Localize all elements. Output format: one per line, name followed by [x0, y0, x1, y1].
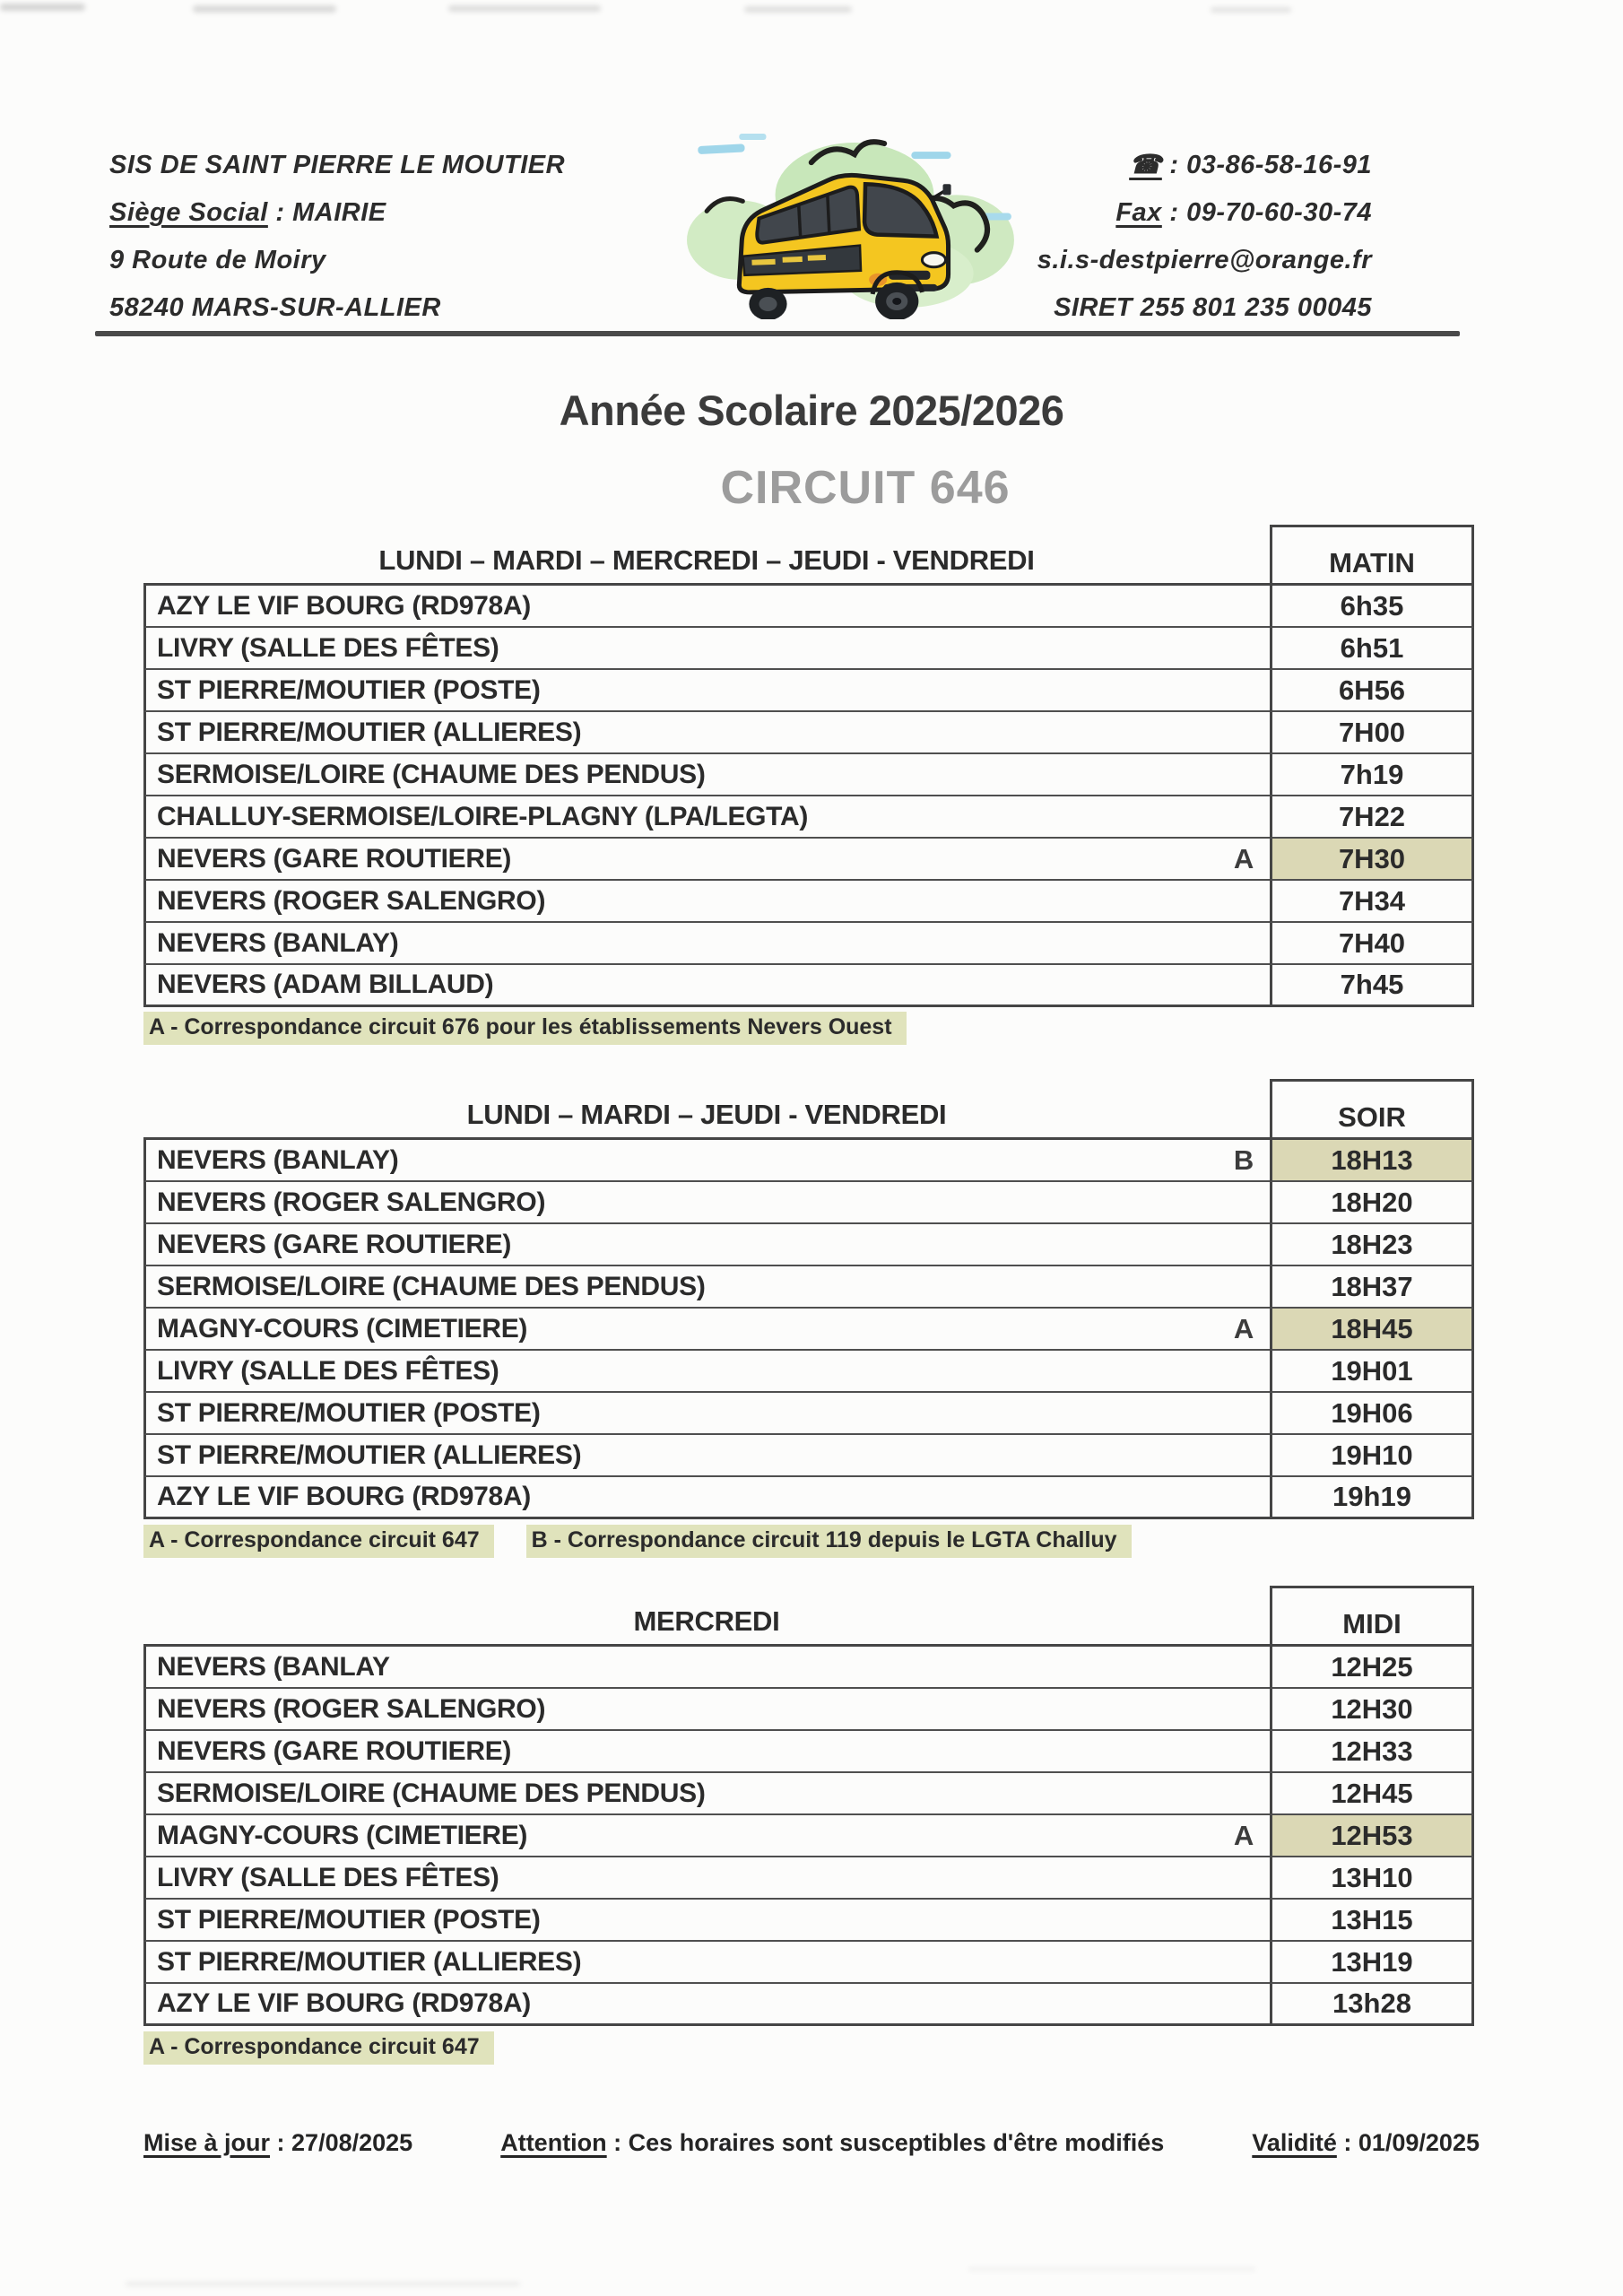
- time-cell: 13H15: [1270, 1900, 1474, 1942]
- update-label: Mise à jour: [143, 2129, 271, 2156]
- time-cell: 18H13: [1270, 1140, 1474, 1182]
- table-row: [143, 1309, 1474, 1351]
- stop-name: MAGNY-COURS (CIMETIERE): [157, 1313, 528, 1344]
- fax-number: : 09-70-60-30-74: [1161, 198, 1372, 227]
- time-cell: 7H40: [1270, 923, 1474, 965]
- table-row: [143, 754, 1474, 796]
- stop-name: CHALLUY-SERMOISE/LOIRE-PLAGNY (LPA/LEGTA): [157, 801, 809, 831]
- scan-artifact: [193, 5, 336, 13]
- schedule-table-soir: [143, 1079, 1474, 1519]
- stop-cell: [143, 712, 1270, 754]
- stop-name: ST PIERRE/MOUTIER (ALLIERES): [157, 1946, 582, 1977]
- attention-label: Attention: [500, 2129, 607, 2156]
- time-cell: 12H30: [1270, 1689, 1474, 1731]
- phone-number: : 03-86-58-16-91: [1161, 151, 1372, 179]
- update-date: [143, 2129, 412, 2157]
- time-cell: 19H01: [1270, 1351, 1474, 1393]
- phone-icon: ☎: [1129, 151, 1162, 179]
- table-row: [143, 586, 1474, 628]
- stop-cell: [143, 839, 1270, 881]
- time-cell: 7H00: [1270, 712, 1474, 754]
- stop-name: NEVERS (ROGER SALENGRO): [157, 1187, 546, 1217]
- table-row: [143, 1182, 1474, 1224]
- time-cell: 7H30: [1270, 839, 1474, 881]
- schedule-table-matin: [143, 525, 1474, 1007]
- period-header: MATIN: [1270, 525, 1474, 583]
- stop-name: SERMOISE/LOIRE (CHAUME DES PENDUS): [157, 1778, 706, 1808]
- validity-label: Validité: [1252, 2129, 1337, 2156]
- stop-name: NEVERS (ROGER SALENGRO): [157, 885, 546, 916]
- stop-cell: [143, 1309, 1270, 1351]
- time-cell: 7h45: [1270, 965, 1474, 1007]
- table-row: [143, 1647, 1474, 1689]
- header-divider-rule: [95, 331, 1460, 336]
- stop-cell: [143, 965, 1270, 1007]
- stop-cell: [143, 1773, 1270, 1815]
- table-row: [143, 1393, 1474, 1435]
- correspondence-letter: A: [1233, 842, 1254, 874]
- footnotes-midi: [143, 2031, 494, 2065]
- attention-note: [500, 2129, 1164, 2157]
- stop-cell: [143, 1942, 1270, 1984]
- time-cell: 18H45: [1270, 1309, 1474, 1351]
- stop-cell: [143, 586, 1270, 628]
- stop-name: ST PIERRE/MOUTIER (POSTE): [157, 1904, 541, 1935]
- school-bus-drawing: [683, 124, 1026, 319]
- stop-cell: [143, 1647, 1270, 1689]
- org-address-line: 9 Route de Moiry: [109, 246, 326, 274]
- stop-name: LIVRY (SALLE DES FÊTES): [157, 1355, 499, 1386]
- time-cell: 18H23: [1270, 1224, 1474, 1266]
- time-cell: 18H37: [1270, 1266, 1474, 1309]
- table-row: [143, 1942, 1474, 1984]
- table-row: [143, 839, 1474, 881]
- table-row: [143, 1224, 1474, 1266]
- stop-name: NEVERS (ROGER SALENGRO): [157, 1693, 546, 1724]
- stop-cell: [143, 1266, 1270, 1309]
- stop-cell: [143, 1182, 1270, 1224]
- table-body: [143, 583, 1474, 1007]
- validity-date: [1252, 2129, 1480, 2157]
- time-cell: 6h51: [1270, 628, 1474, 670]
- stop-name: SERMOISE/LOIRE (CHAUME DES PENDUS): [157, 1271, 706, 1301]
- time-cell: 7h19: [1270, 754, 1474, 796]
- stop-cell: [143, 1857, 1270, 1900]
- org-seat-line: [109, 189, 565, 237]
- stop-cell: [143, 1900, 1270, 1942]
- table-row: [143, 1689, 1474, 1731]
- stop-name: AZY LE VIF BOURG (RD978A): [157, 1988, 531, 2018]
- stop-cell: [143, 1689, 1270, 1731]
- table-row: [143, 965, 1474, 1007]
- table-row: [143, 1857, 1474, 1900]
- stop-name: NEVERS (ADAM BILLAUD): [157, 970, 494, 999]
- org-name: SIS DE SAINT PIERRE LE MOUTIER: [109, 151, 566, 179]
- correspondence-note: A - Correspondance circuit 647: [143, 2031, 494, 2065]
- stop-cell: [143, 670, 1270, 712]
- time-cell: 18H20: [1270, 1182, 1474, 1224]
- org-city-line: 58240 MARS-SUR-ALLIER: [109, 293, 441, 322]
- table-row: [143, 923, 1474, 965]
- stop-cell: [143, 923, 1270, 965]
- table-row: [143, 1900, 1474, 1942]
- stop-cell: [143, 1731, 1270, 1773]
- time-cell: 7H34: [1270, 881, 1474, 923]
- table-row: [143, 1815, 1474, 1857]
- table-row: [143, 1984, 1474, 2026]
- scan-artifact: [968, 2267, 1255, 2271]
- period-header: MIDI: [1270, 1586, 1474, 1644]
- stop-name: NEVERS (BANLAY): [157, 927, 399, 958]
- time-cell: 13h28: [1270, 1984, 1474, 2026]
- table-header: [143, 1586, 1474, 1644]
- stop-cell: [143, 1477, 1270, 1519]
- org-seat-value: : MAIRIE: [267, 198, 386, 227]
- period-header: SOIR: [1270, 1079, 1474, 1137]
- stop-name: NEVERS (GARE ROUTIERE): [157, 843, 512, 874]
- table-row: [143, 670, 1474, 712]
- table-row: [143, 1266, 1474, 1309]
- stop-name: LIVRY (SALLE DES FÊTES): [157, 1862, 499, 1892]
- time-cell: 12H53: [1270, 1815, 1474, 1857]
- stop-name: NEVERS (BANLAY): [157, 1144, 399, 1175]
- days-label: LUNDI – MARDI – JEUDI - VENDREDI: [466, 1099, 947, 1130]
- time-cell: 13H19: [1270, 1942, 1474, 1984]
- time-cell: 6H56: [1270, 670, 1474, 712]
- scan-artifact: [744, 6, 852, 13]
- table-row: [143, 796, 1474, 839]
- time-cell: 12H45: [1270, 1773, 1474, 1815]
- table-row: [143, 1435, 1474, 1477]
- stop-cell: [143, 1984, 1270, 2026]
- table-row: [143, 1477, 1474, 1519]
- stop-name: SERMOISE/LOIRE (CHAUME DES PENDUS): [157, 759, 706, 789]
- stop-cell: [143, 1351, 1270, 1393]
- days-label: LUNDI – MARDI – MERCREDI – JEUDI - VENDREDI: [378, 544, 1035, 576]
- table-body: [143, 1137, 1474, 1519]
- stop-name: AZY LE VIF BOURG (RD978A): [157, 590, 531, 621]
- scan-artifact: [126, 2282, 520, 2286]
- days-label: MERCREDI: [633, 1605, 780, 1637]
- time-cell: 13H10: [1270, 1857, 1474, 1900]
- table-row: [143, 712, 1474, 754]
- table-body: [143, 1644, 1474, 2026]
- stop-name: ST PIERRE/MOUTIER (POSTE): [157, 1397, 541, 1428]
- correspondence-letter: A: [1233, 1819, 1254, 1851]
- time-cell: 19H10: [1270, 1435, 1474, 1477]
- scan-artifact: [0, 4, 85, 11]
- stop-cell: [143, 881, 1270, 923]
- stop-cell: [143, 1224, 1270, 1266]
- org-seat-label: Siège Social: [109, 198, 268, 227]
- update-value: : 27/08/2025: [270, 2129, 413, 2156]
- correspondence-note: A - Correspondance circuit 647: [143, 1525, 494, 1558]
- validity-value: : 01/09/2025: [1336, 2129, 1480, 2156]
- table-row: [143, 881, 1474, 923]
- fax-label: Fax: [1115, 198, 1162, 227]
- table-header: [143, 525, 1474, 583]
- table-row: [143, 1351, 1474, 1393]
- schedule-table-midi: [143, 1586, 1474, 2026]
- table-row: [143, 628, 1474, 670]
- scan-artifact: [448, 5, 601, 12]
- stop-cell: [143, 1435, 1270, 1477]
- correspondence-note: A - Correspondance circuit 676 pour les établissements Nevers Ouest: [143, 1012, 907, 1045]
- correspondence-note: B - Correspondance circuit 119 depuis le LGTA Challuy: [526, 1525, 1132, 1558]
- time-cell: 12H33: [1270, 1731, 1474, 1773]
- footnotes-soir: [143, 1525, 1132, 1558]
- stop-name: AZY LE VIF BOURG (RD978A): [157, 1482, 531, 1511]
- stop-name: LIVRY (SALLE DES FÊTES): [157, 632, 499, 663]
- circuit-subtitle: CIRCUIT 646: [720, 462, 1011, 514]
- time-cell: 12H25: [1270, 1647, 1474, 1689]
- stop-cell: [143, 1140, 1270, 1182]
- table-header: [143, 1079, 1474, 1137]
- stop-name: ST PIERRE/MOUTIER (POSTE): [157, 674, 541, 705]
- school-bus-illustration: [683, 124, 1026, 319]
- table-row: [143, 1731, 1474, 1773]
- table-row: [143, 1140, 1474, 1182]
- stop-cell: [143, 1393, 1270, 1435]
- time-cell: 19H06: [1270, 1393, 1474, 1435]
- correspondence-letter: A: [1233, 1312, 1254, 1344]
- scan-artifact: [1211, 7, 1291, 13]
- fax-line: [1037, 189, 1372, 237]
- stop-cell: [143, 1815, 1270, 1857]
- stop-name: ST PIERRE/MOUTIER (ALLIERES): [157, 717, 582, 747]
- stop-cell: [143, 628, 1270, 670]
- stop-name: NEVERS (GARE ROUTIERE): [157, 1735, 512, 1766]
- page-title: Année Scolaire 2025/2026: [559, 387, 1064, 434]
- stop-name: ST PIERRE/MOUTIER (ALLIERES): [157, 1439, 582, 1470]
- stop-name: NEVERS (GARE ROUTIERE): [157, 1229, 512, 1259]
- correspondence-letter: B: [1233, 1144, 1254, 1176]
- time-cell: 7H22: [1270, 796, 1474, 839]
- siret-line: SIRET 255 801 235 00045: [1054, 293, 1372, 322]
- phone-line: [1037, 142, 1372, 189]
- stop-name: MAGNY-COURS (CIMETIERE): [157, 1820, 528, 1850]
- time-cell: 6h35: [1270, 586, 1474, 628]
- table-row: [143, 1773, 1474, 1815]
- contact-block: [1037, 142, 1372, 332]
- stop-cell: [143, 796, 1270, 839]
- attention-value: : Ces horaires sont susceptibles d'être modifiés: [606, 2129, 1165, 2156]
- email-line: s.i.s-destpierre@orange.fr: [1037, 246, 1372, 274]
- stop-name: NEVERS (BANLAY: [157, 1651, 390, 1682]
- document-footer: [143, 2129, 1480, 2157]
- org-address-block: [109, 142, 565, 332]
- stop-cell: [143, 754, 1270, 796]
- footnotes-matin: [143, 1012, 907, 1045]
- time-cell: 19h19: [1270, 1477, 1474, 1519]
